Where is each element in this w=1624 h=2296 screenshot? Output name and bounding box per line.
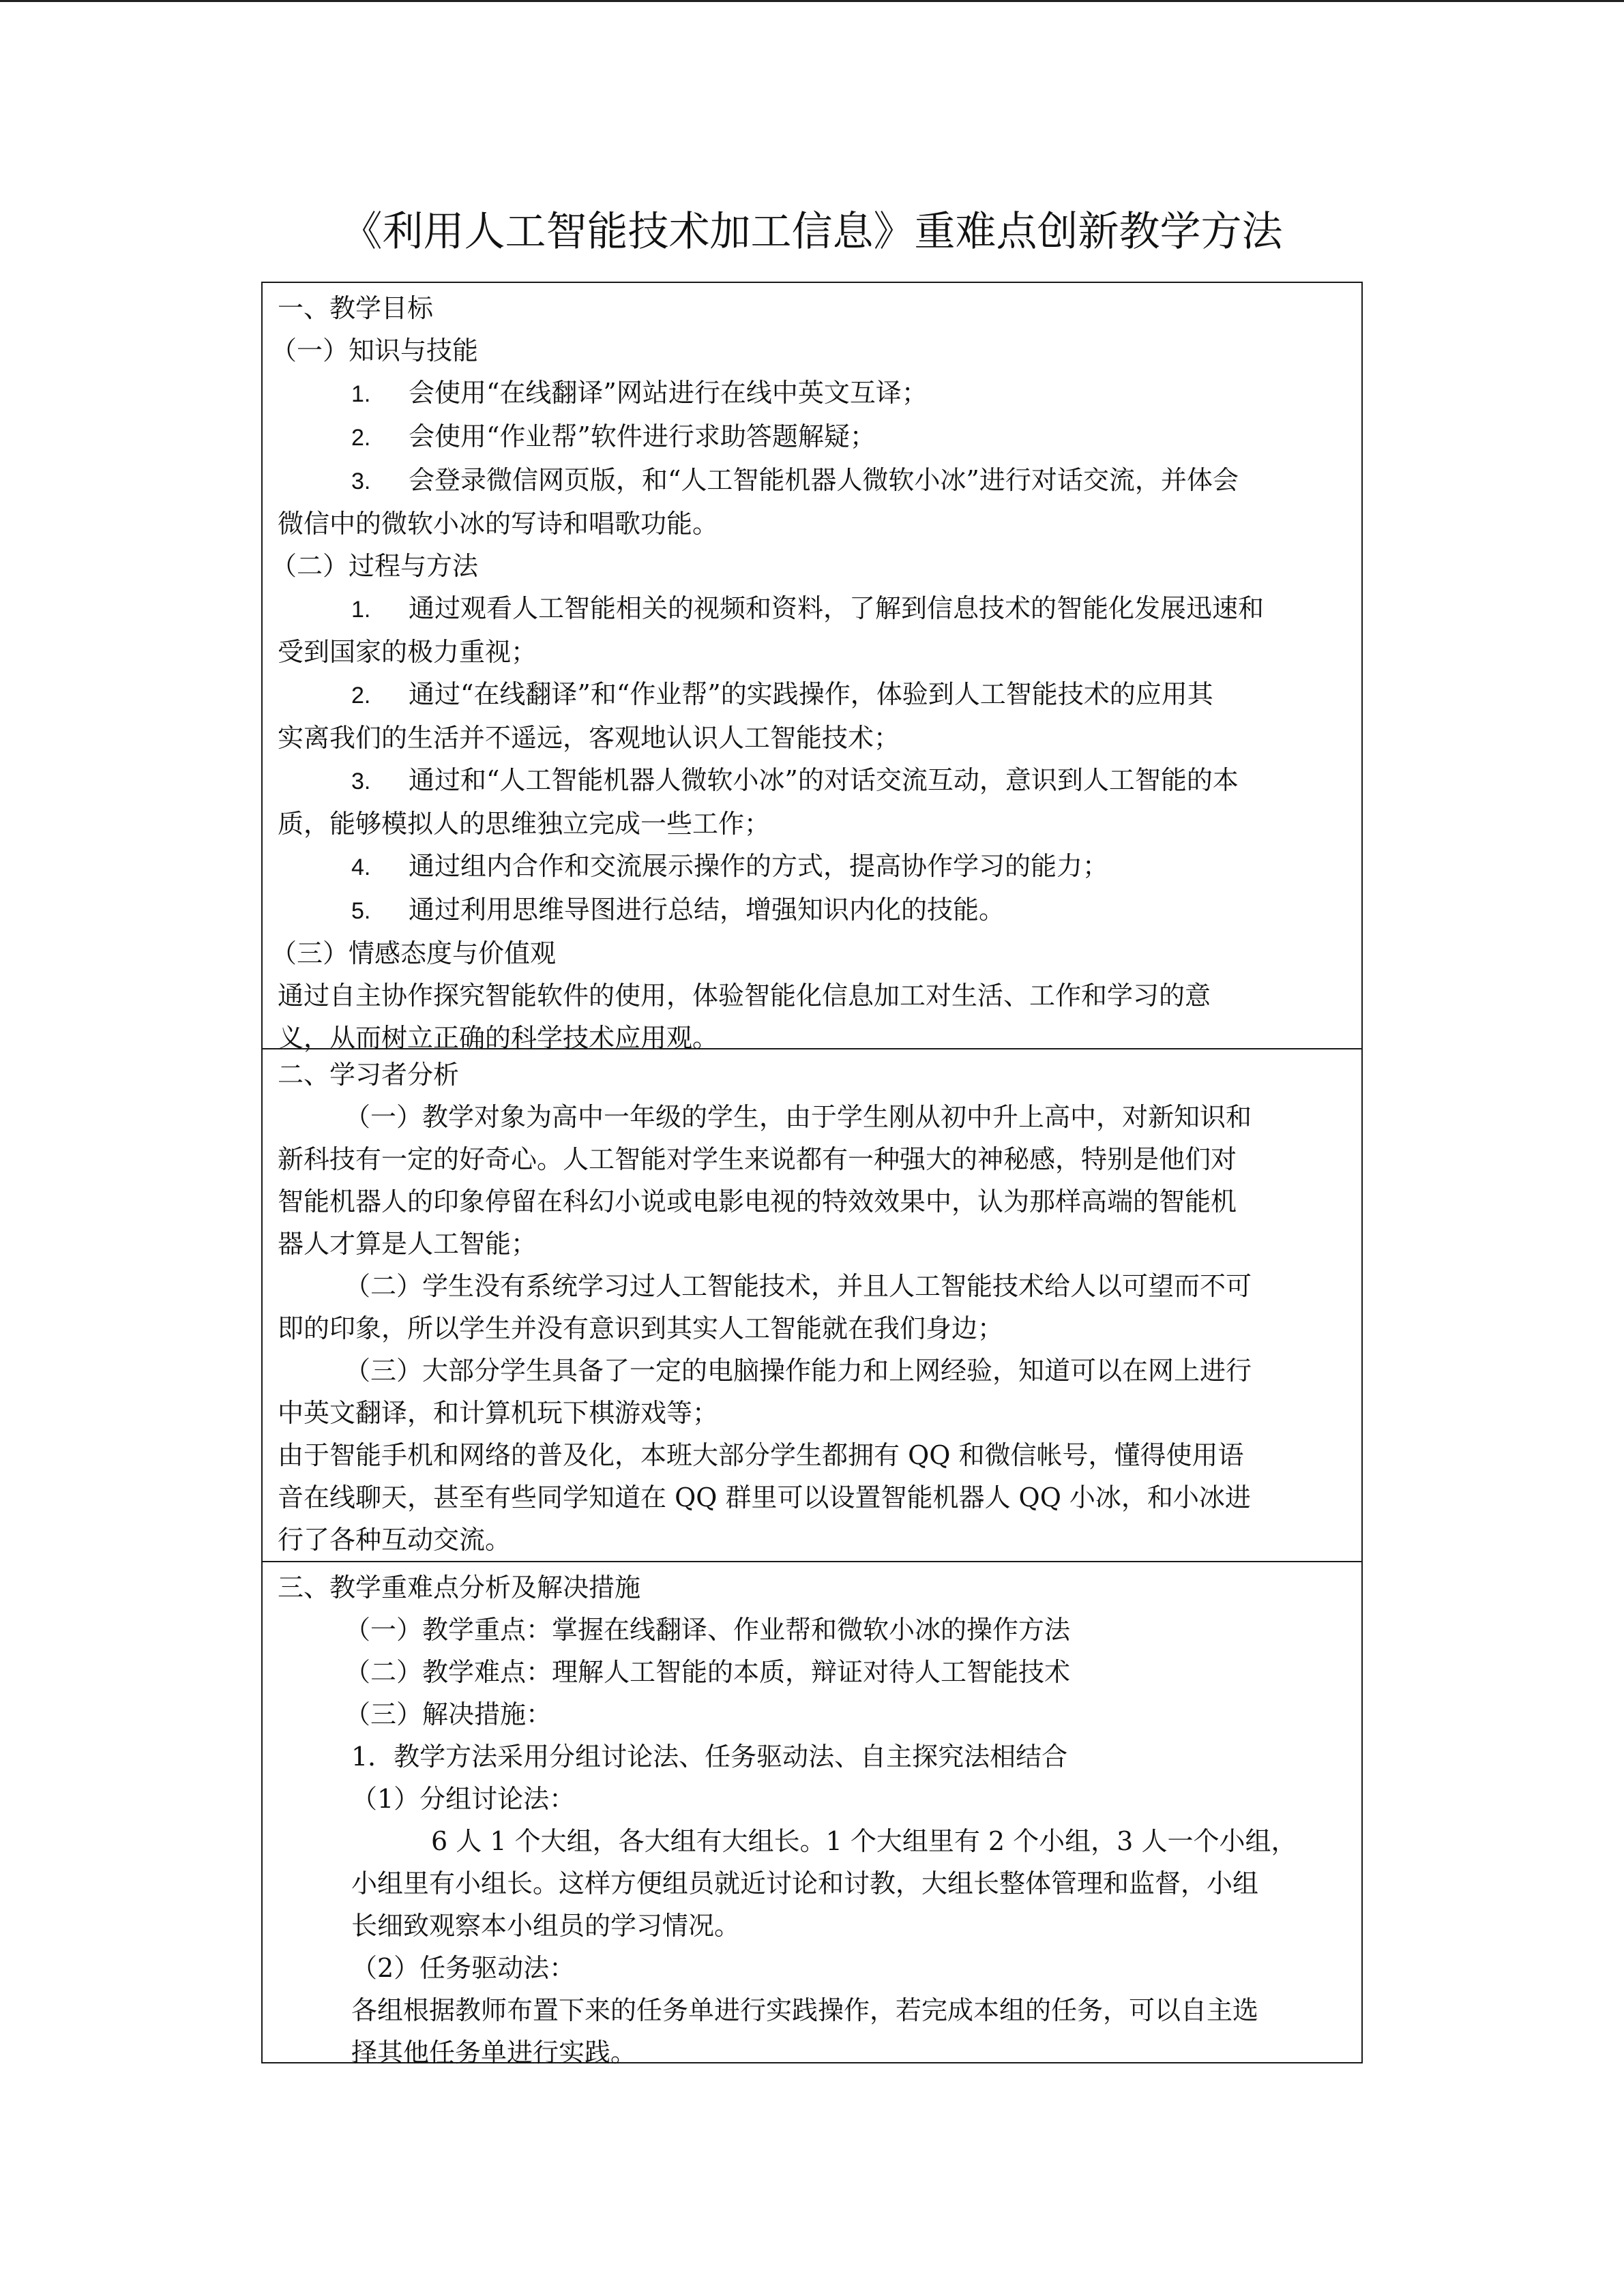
paragraph-line: （三）大部分学生具备了一定的电脑操作能力和上网经验，知道可以在网上进行	[344, 1356, 1252, 1386]
item-text: 通过组内合作和交流展示操作的方式，提高协作学习的能力；	[409, 851, 1109, 881]
teaching-objectives-section	[263, 283, 1361, 1053]
item-text: 会登录微信网页版，和“人工智能机器人微软小冰”进行对话交流，并体会	[409, 465, 1239, 495]
paragraph-line: 义，从而树立正确的科学技术应用观。	[278, 1023, 719, 1053]
list-item	[278, 673, 1335, 717]
item-text-continued: 实离我们的生活并不遥远，客观地认识人工智能技术；	[278, 723, 900, 753]
paragraph-line: 择其他任务单进行实践。	[351, 2038, 637, 2068]
paragraph-line: （二）学生没有系统学习过人工智能技术，并且人工智能技术给人以可望而不可	[344, 1271, 1252, 1301]
paragraph-line: 6 人 1 个大组，各大组有大组长。1 个大组里有 2 个小组，3 人一个小组，	[431, 1826, 1297, 1856]
page-top-border	[0, 0, 1624, 2]
paragraph-line: 行了各种互动交流。	[278, 1525, 512, 1555]
subsection-heading: （二）过程与方法	[271, 551, 479, 581]
item-number: 3.	[351, 468, 371, 494]
paragraph-line: 智能机器人的印象停留在科幻小说或电影电视的特效效果中，认为那样高端的智能机	[278, 1187, 1237, 1217]
key-difficult-points-section	[263, 1562, 1361, 2068]
item-text: 通过“在线翻译”和“作业帮”的实践操作，体验到人工智能技术的应用其	[409, 679, 1213, 709]
item-number: 5.	[351, 898, 371, 924]
document-title: 《利用人工智能技术加工信息》重难点创新教学方法	[341, 208, 1283, 256]
item-text: 通过和“人工智能机器人微软小冰”的对话交流互动，意识到人工智能的本	[409, 765, 1239, 795]
item-text-continued: 微信中的微软小冰的写诗和唱歌功能。	[278, 509, 719, 539]
item-text-continued: 质，能够模拟人的思维独立完成一些工作；	[278, 809, 771, 839]
subsection-heading: （三）情感态度与价值观	[271, 938, 557, 968]
list-item	[278, 372, 1335, 415]
list-item	[278, 587, 1335, 631]
task-driven-heading: （2）任务驱动法：	[351, 1953, 576, 1983]
lesson-plan-table	[261, 282, 1363, 2068]
key-point: （一）教学重点：掌握在线翻译、作业帮和微软小冰的操作方法	[344, 1615, 1071, 1645]
item-text: 通过观看人工智能相关的视频和资料，了解到信息技术的智能化发展迅速和	[409, 593, 1265, 623]
paragraph-line: 音在线聊天，甚至有些同学知道在 QQ 群里可以设置智能机器人 QQ 小冰，和小冰进	[278, 1482, 1251, 1512]
paragraph-line: 器人才算是人工智能；	[278, 1229, 537, 1259]
item-text-continued: 受到国家的极力重视；	[278, 637, 537, 667]
paragraph-line: 中英文翻译，和计算机玩下棋游戏等；	[278, 1398, 719, 1428]
list-item	[278, 845, 1335, 889]
paragraph-line: 各组根据教师布置下来的任务单进行实践操作，若完成本组的任务，可以自主选	[351, 1995, 1259, 2025]
subsection-heading: （一）知识与技能	[271, 336, 479, 366]
measures-heading: （三）解决措施：	[344, 1699, 552, 1729]
teaching-method: 1．教学方法采用分组讨论法、任务驱动法、自主探究法相结合	[351, 1742, 1068, 1772]
item-number: 4.	[351, 854, 371, 880]
section-heading: 二、学习者分析	[278, 1060, 460, 1090]
section-heading: 一、教学目标	[278, 293, 434, 323]
item-text: 会使用“在线翻译”网站进行在线中英文互译；	[409, 378, 928, 408]
item-text: 通过利用思维导图进行总结，增强知识内化的技能。	[409, 895, 1005, 925]
paragraph-line: 小组里有小组长。这样方便组员就近讨论和讨教，大组长整体管理和监督，小组	[351, 1868, 1259, 1898]
paragraph-line: 长细致观察本小组员的学习情况。	[351, 1911, 741, 1941]
group-discussion-heading: （1）分组讨论法：	[351, 1784, 576, 1814]
item-number: 3.	[351, 769, 371, 794]
item-number: 1.	[351, 381, 371, 407]
paragraph-line: 即的印象，所以学生并没有意识到其实人工智能就在我们身边；	[278, 1313, 1004, 1343]
paragraph-line: 通过自主协作探究智能软件的使用，体验智能化信息加工对生活、工作和学习的意	[278, 981, 1211, 1011]
list-item	[278, 459, 1335, 503]
list-item	[278, 889, 1335, 932]
item-number: 1.	[351, 597, 371, 623]
paragraph-line: 由于智能手机和网络的普及化，本班大部分学生都拥有 QQ 和微信帐号，懂得使用语	[278, 1440, 1244, 1470]
section-heading: 三、教学重难点分析及解决措施	[278, 1572, 641, 1602]
paragraph-line: （一）教学对象为高中一年级的学生，由于学生刚从初中升上高中，对新知识和	[344, 1102, 1252, 1132]
item-text: 会使用“作业帮”软件进行求助答题解疑；	[409, 421, 876, 451]
item-number: 2.	[351, 683, 371, 709]
paragraph-line: 新科技有一定的好奇心。人工智能对学生来说都有一种强大的神秘感，特别是他们对	[278, 1144, 1237, 1174]
list-item	[278, 415, 1335, 459]
difficult-point: （二）教学难点：理解人工智能的本质，辩证对待人工智能技术	[344, 1657, 1071, 1687]
learner-analysis-section	[263, 1049, 1361, 1562]
item-number: 2.	[351, 425, 371, 451]
list-item	[278, 759, 1335, 803]
